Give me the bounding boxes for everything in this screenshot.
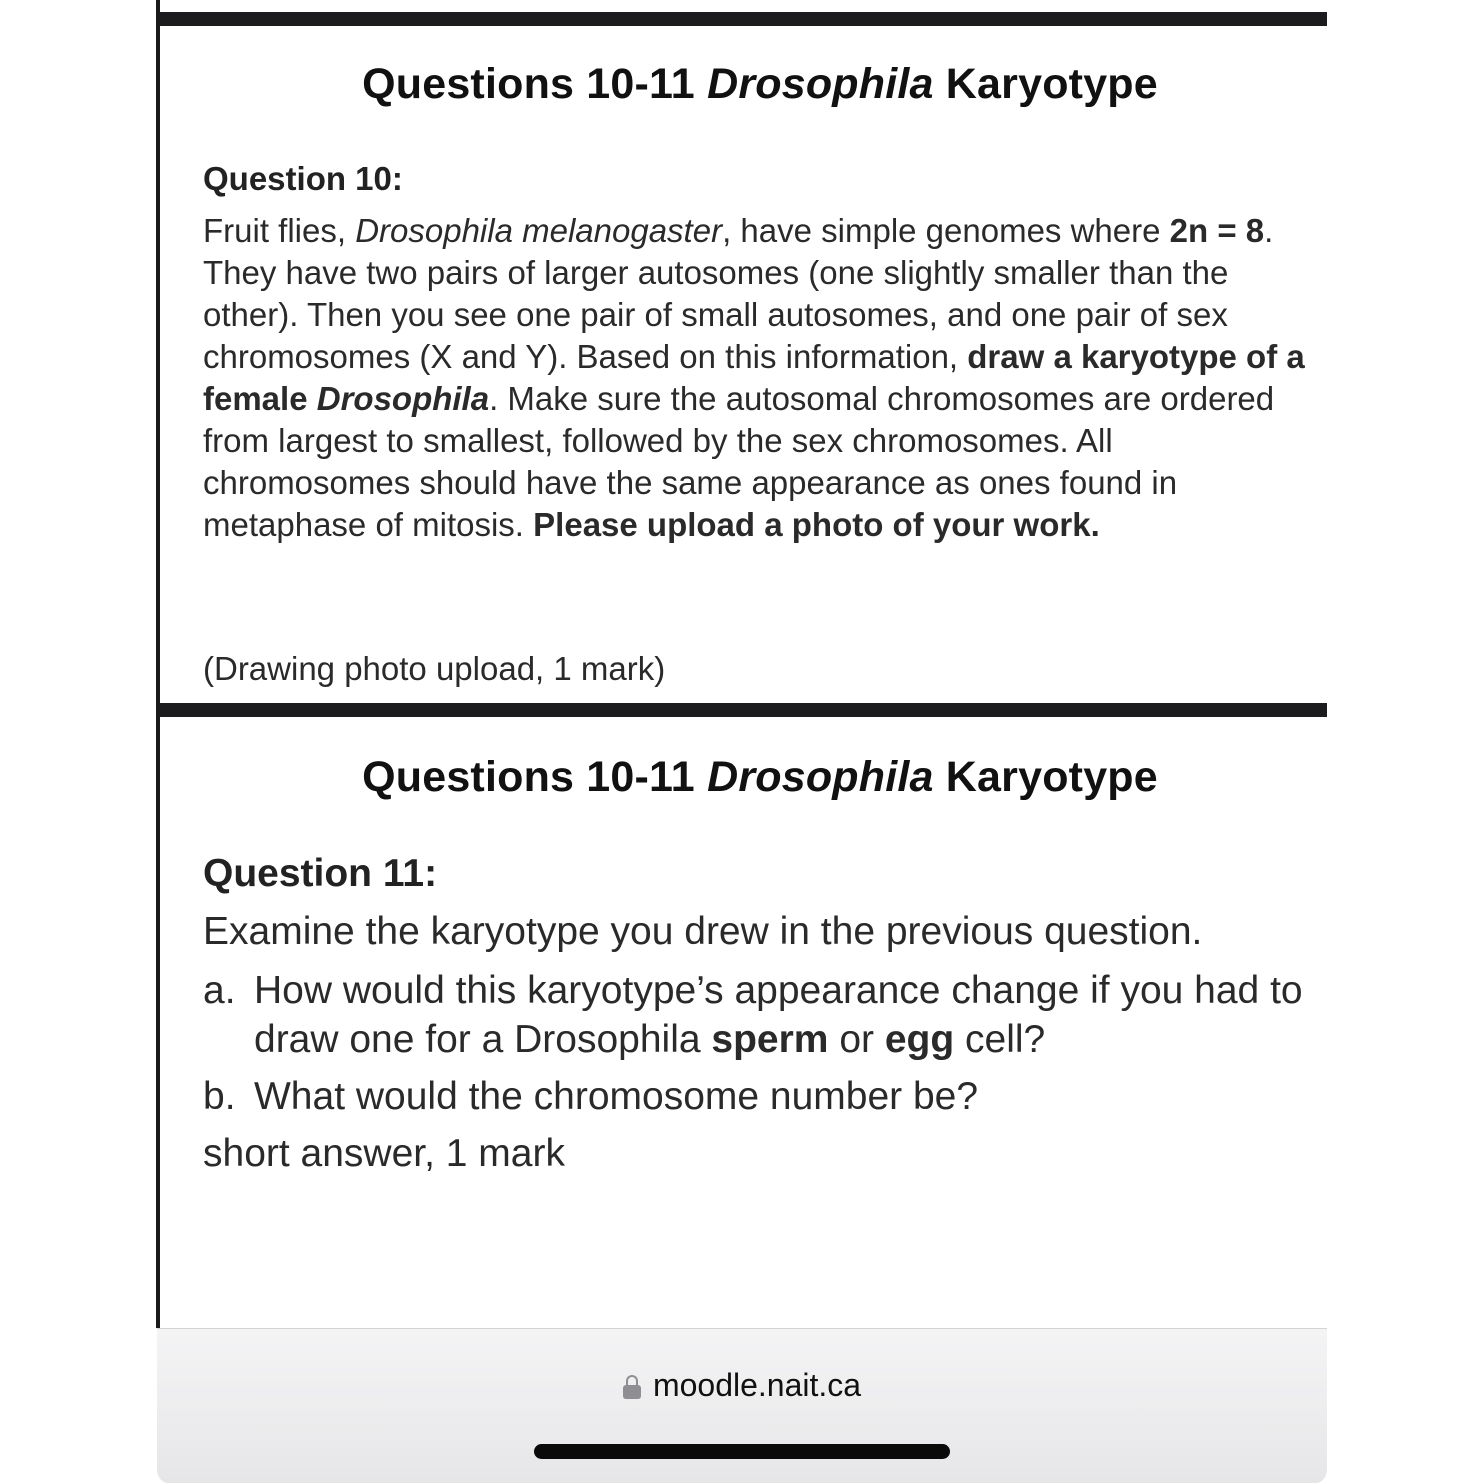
- item-a-egg: egg: [884, 1018, 955, 1061]
- home-indicator[interactable]: [534, 1444, 950, 1459]
- card2-title: [160, 753, 1360, 802]
- page-content[interactable]: [160, 0, 1327, 1328]
- card2-title-pre: Questions 10-11: [362, 753, 708, 801]
- q10-text-part: , have simple genomes where: [722, 212, 1170, 249]
- card1-title-pre: Questions 10-11: [362, 60, 708, 108]
- item-a-text: cell?: [954, 1018, 1046, 1061]
- item-a-sperm: sperm: [711, 1018, 829, 1061]
- question-10-text: [203, 210, 1313, 546]
- q10-text-part: . Make sure the autosomal chromosomes are ordered from largest to smallest, followed by the sex chromosomes. All chromosomes should have the same appearance as ones found in metaphase of mitosis.: [203, 380, 1275, 543]
- card1-title-post: Karyotype: [933, 60, 1158, 108]
- list-item: [203, 966, 1313, 1064]
- list-item-letter: a.: [203, 969, 236, 1012]
- q10-instruction: draw a karyotype of a female: [203, 338, 1305, 417]
- item-a-text: or: [828, 1018, 885, 1061]
- list-item-letter: b.: [203, 1075, 236, 1118]
- question-10-mark: (Drawing photo upload, 1 mark): [203, 650, 666, 687]
- question-11-label: Question 11:: [203, 852, 438, 895]
- card1-title-italic: Drosophila: [707, 60, 934, 108]
- card2-title-italic: Drosophila: [707, 753, 934, 801]
- browser-bottom-bar: [157, 1328, 1327, 1483]
- question-11-list: [203, 966, 1313, 1129]
- card2-title-post: Karyotype: [933, 753, 1158, 801]
- q10-text-part: Fruit flies,: [203, 212, 356, 249]
- list-item-text: [254, 966, 1313, 1064]
- list-item-text: What would the chromosome number be?: [254, 1075, 979, 1118]
- question-11-mark: short answer, 1 mark: [203, 1132, 565, 1175]
- section-divider: [160, 703, 1327, 717]
- question-11-intro: Examine the karyotype you drew in the previous question.: [203, 910, 1203, 953]
- top-divider: [160, 12, 1327, 26]
- q10-upload-instruction: Please upload a photo of your work.: [533, 506, 1100, 543]
- list-item: [203, 1072, 1313, 1121]
- lock-icon: [623, 1375, 641, 1399]
- q10-instruction-genus: Drosophila: [316, 380, 490, 417]
- question-10-label: Question 10:: [203, 160, 403, 197]
- address-bar[interactable]: [157, 1367, 1327, 1404]
- q10-chromosome-number: 2n = 8: [1169, 212, 1265, 249]
- q10-text-part: . They have two pairs of larger autosomes (one slightly smaller than the other). Then you see one pair of small autosomes, and one pair of sex chromosomes (X and Y). Based on this information,: [203, 212, 1274, 375]
- card1-title: [160, 60, 1360, 109]
- item-a-text: How would this karyotype’s appearance change if you had to draw one for a Drosophila: [254, 969, 1303, 1061]
- url-text[interactable]: moodle.nait.ca: [652, 1367, 862, 1403]
- q10-species-name: Drosophila melanogaster: [355, 212, 723, 249]
